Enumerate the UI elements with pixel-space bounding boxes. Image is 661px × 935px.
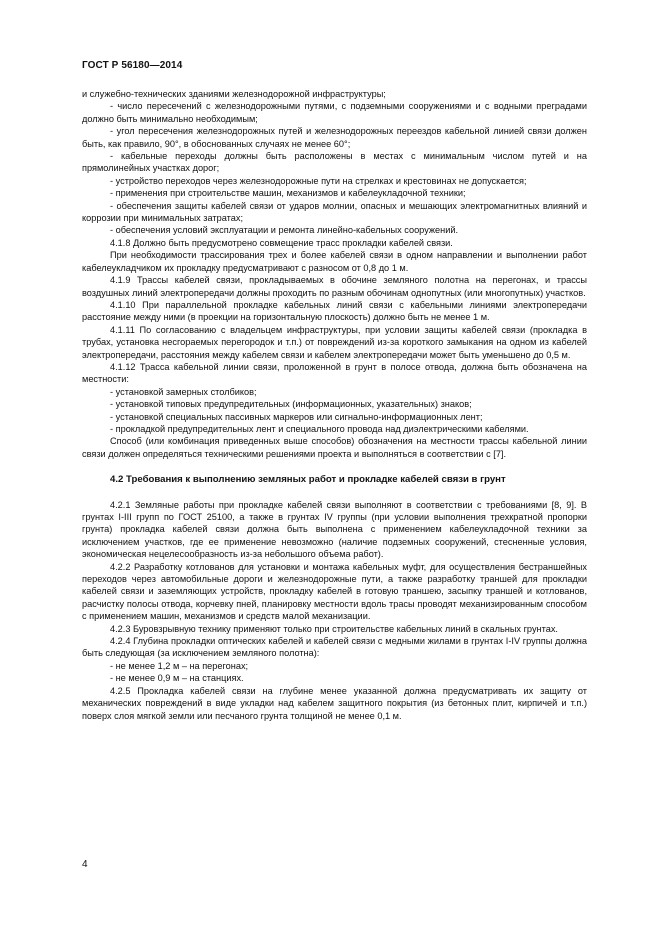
paragraph: 4.1.12 Трасса кабельной линии связи, проложенной в грунт в полосе отвода, должна быть обозначена на местности: xyxy=(82,361,587,385)
paragraph: При необходимости трассирования трех и более кабелей связи в одном направлении и выполнении работ кабелеукладчиком их прокладку предусматривают с разносом от 0,8 до 1 м. xyxy=(82,250,587,273)
document-header-title: ГОСТ Р 56180—2014 xyxy=(82,60,183,71)
section-4-2-body xyxy=(82,499,587,722)
paragraph: и служебно-технических зданиями железнодорожной инфраструктуры; xyxy=(82,89,386,99)
paragraph: 4.1.10 При параллельной прокладке кабельных линий связи с кабельными линиями электропередачи расстояние между ними (в проекции на горизонтальную плоскость) должно быть не менее 1 м. xyxy=(82,299,587,323)
paragraph: 4.1.9 Трассы кабелей связи, прокладываемых в обочине земляного полотна на перегонах, и трассы воздушных линий электропередачи должны проходить по разным обочинам однопутных (или многопутных) участков. xyxy=(82,275,587,298)
paragraph: - число пересечений с железнодорожными путями, с подземными сооружениями и с водными преградами должно быть минимально необходимым; xyxy=(82,101,587,124)
paragraph: - не менее 0,9 м – на станциях. xyxy=(110,673,244,684)
paragraph: 4.2.4 Глубина прокладки оптических кабелей и кабелей связи с медными жилами в грунтах I-IV группы должна быть следующая (за исключением земляного полотна): xyxy=(82,636,587,659)
page-body xyxy=(82,88,587,722)
paragraph: - установкой замерных столбиков; xyxy=(110,386,257,397)
paragraph: - установкой типовых предупредительных (информационных, указательных) знаков; xyxy=(110,399,472,410)
page-number: 4 xyxy=(82,859,88,870)
paragraph: - не менее 1,2 м – на перегонах; xyxy=(110,660,249,671)
paragraph: - установкой специальных пассивных маркеров или сигнально-информационных лент; xyxy=(110,411,483,422)
paragraph: - обеспечения защиты кабелей связи от ударов молнии, опасных и мешающих электромагнитных влияний и коррозии при минимальных затратах; xyxy=(82,200,587,224)
paragraph: - обеспечения условий эксплуатации и ремонта линейно-кабельных сооружений. xyxy=(110,225,459,236)
paragraph: - угол пересечения железнодорожных путей и железнодорожных переездов кабельной линией связи должен быть, как правило, 90°, в обоснованных случаях не менее 60°; xyxy=(82,126,587,149)
paragraph: - прокладкой предупредительных лент и специального провода над диэлектрическими кабелями. xyxy=(110,423,529,434)
paragraph: 4.1.8 Должно быть предусмотрено совмещение трасс прокладки кабелей связи. xyxy=(110,237,453,248)
paragraph: - кабельные переходы должны быть расположены в местах с минимальным числом путей и на прямолинейных участках дорог; xyxy=(82,151,587,174)
paragraph: 4.2.1 Земляные работы при прокладке кабелей связи выполняют в соответствии с требованиями [8, 9]. В грунтах I-III групп по ГОСТ 25100, а также в грунтах IV группы (при условии выполнения трехкратной пропорки грунта) прокладка кабелей связи должна быть выполнена с применением кабелеукладочной техники за исключением участков, где ее применение невозможно (наличие подземных сооружений, стесненные условия, экономическая нецелесообразность из-за небольшого объема работ). xyxy=(82,499,587,560)
paragraph: 4.2.2 Разработку котлованов для установки и монтажа кабельных муфт, для осуществления бестраншейных переходов через автомобильные дороги и железнодорожные пути, а также разработку траншей для прокладки кабелей связи и заземляющих устройств, прокладку кабелей в готовую траншею, засыпку траншей и котлованов, расчистку полосы отвода, корчевку пней, планировку местности вдоль трасы проводят механизированным способом с применением машин, механизмов и средств малой механизации. xyxy=(82,561,587,622)
paragraph: 4.2.5 Прокладка кабелей связи на глубине менее указанной должна предусматривать их защиту от механических повреждений в виде укладки над кабелем защитного покрытия (из бетонных плит, кирпичей и т.п.) поверх слоя мягкой земли или песчаного грунта толщиной не менее 0,1 м. xyxy=(82,685,587,721)
paragraph: 4.1.11 По согласованию с владельцем инфраструктуры, при условии защиты кабелей связи (прокладка в трубах, установка несгораемых перегородок и т.п.) от повреждений из-за короткого замыкания на одном из кабелей электропередачи, расстояния между кабелем связи и кабелем электропередачи может быть уменьшено до 0,5 м. xyxy=(82,324,587,360)
paragraph: - применения при строительстве машин, механизмов и кабелеукладочной техники; xyxy=(110,188,466,199)
paragraph: - устройство переходов через железнодорожные пути на стрелках и крестовинах не допускается; xyxy=(110,175,527,186)
paragraph: 4.2.3 Буровзрывную технику применяют только при строительстве кабельных линий в скальных грунтах. xyxy=(110,623,558,634)
paragraph: Способ (или комбинация приведенных выше способов) обозначения на местности трассы кабельной линии связи должен определяться техническими решениями проекта и выполняться в соответствии с [7]. xyxy=(82,436,587,459)
section-heading-4-2: 4.2 Требования к выполнению земляных работ и прокладке кабелей связи в грунт xyxy=(110,474,506,486)
section-4-1-continuation xyxy=(82,88,587,460)
